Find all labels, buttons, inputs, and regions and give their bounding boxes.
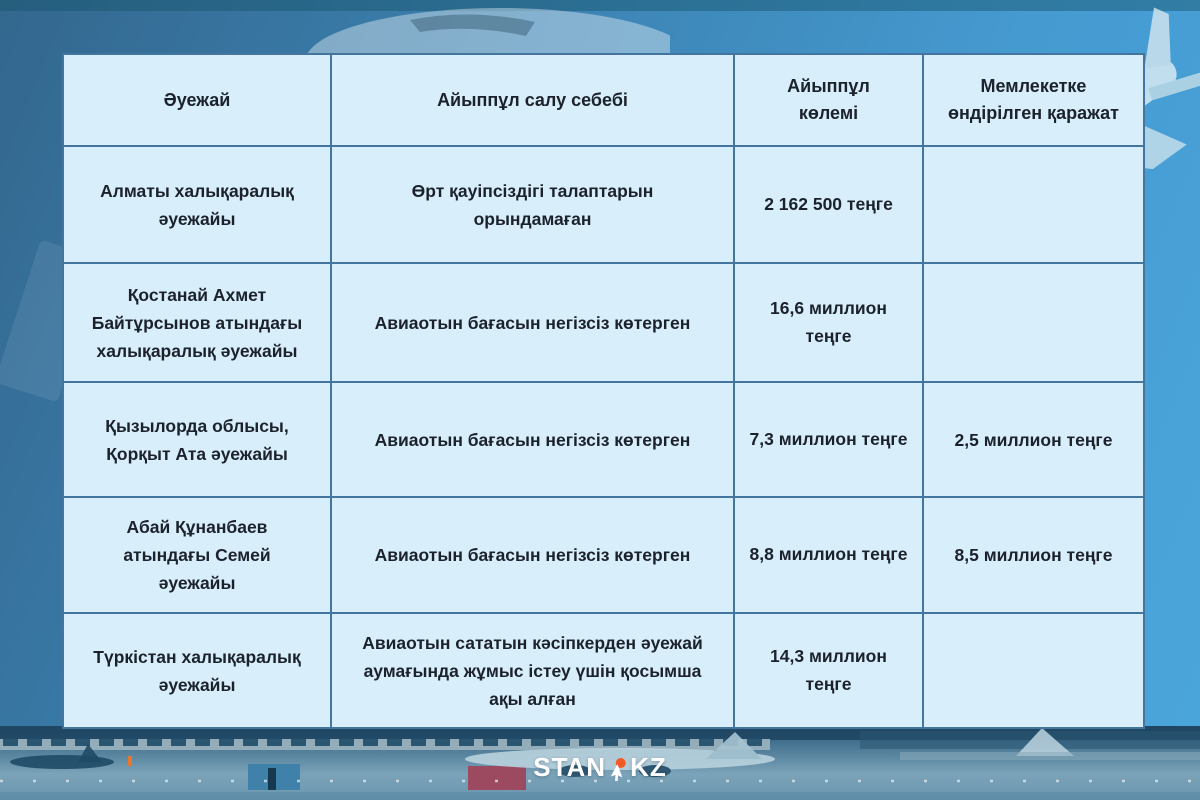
cell-airport: Қостанай Ахмет Байтұрсынов атындағы халықаралық әуежайы xyxy=(63,263,331,382)
table-row xyxy=(63,613,1144,728)
cell-recovered: 8,5 миллион теңге xyxy=(923,497,1144,613)
logo-text-kz: KZ xyxy=(630,751,667,782)
cell-recovered: 2,5 миллион теңге xyxy=(923,382,1144,497)
logo-text-stan: STAN xyxy=(533,751,607,782)
table-row xyxy=(63,497,1144,613)
cell-airport: Қызылорда облысы, Қорқыт Ата әуежайы xyxy=(63,382,331,497)
col-header-airport: Әуежай xyxy=(63,54,331,146)
table-row xyxy=(63,263,1144,382)
cell-fine: 7,3 миллион теңге xyxy=(734,382,923,497)
col-header-recovered: Мемлекетке өндірілген қаражат xyxy=(923,54,1144,146)
cell-recovered xyxy=(923,613,1144,728)
cell-reason: Авиаотын бағасын негізсіз көтерген xyxy=(331,497,734,613)
cell-airport: Абай Құнанбаев атындағы Семей әуежайы xyxy=(63,497,331,613)
cell-reason: Өрт қауіпсіздігі талаптарын орындамаған xyxy=(331,146,734,263)
table-row xyxy=(63,146,1144,263)
stan-kz-logo xyxy=(533,750,667,784)
cell-fine: 2 162 500 теңге xyxy=(734,146,923,263)
cell-reason: Авиаотын бағасын негізсіз көтерген xyxy=(331,263,734,382)
airplane-nose-icon xyxy=(290,0,670,56)
col-header-fine: Айыппұл көлемі xyxy=(734,54,923,146)
cell-recovered xyxy=(923,263,1144,382)
cell-reason: Авиаотын сататын кәсіпкерден әуежай аумағында жұмыс істеу үшін қосымша ақы алған xyxy=(331,613,734,728)
cell-fine: 14,3 миллион теңге xyxy=(734,613,923,728)
fines-table xyxy=(62,53,1145,729)
cell-airport: Алматы халықаралық әуежайы xyxy=(63,146,331,263)
col-header-reason: Айыппұл салу себебі xyxy=(331,54,734,146)
cursor-click-icon xyxy=(608,754,628,784)
cell-fine: 16,6 миллион теңге xyxy=(734,263,923,382)
cell-recovered xyxy=(923,146,1144,263)
cell-fine: 8,8 миллион теңге xyxy=(734,497,923,613)
table-row xyxy=(63,382,1144,497)
table-header-row xyxy=(63,54,1144,146)
cell-airport: Түркістан халықаралық әуежайы xyxy=(63,613,331,728)
cell-reason: Авиаотын бағасын негізсіз көтерген xyxy=(331,382,734,497)
